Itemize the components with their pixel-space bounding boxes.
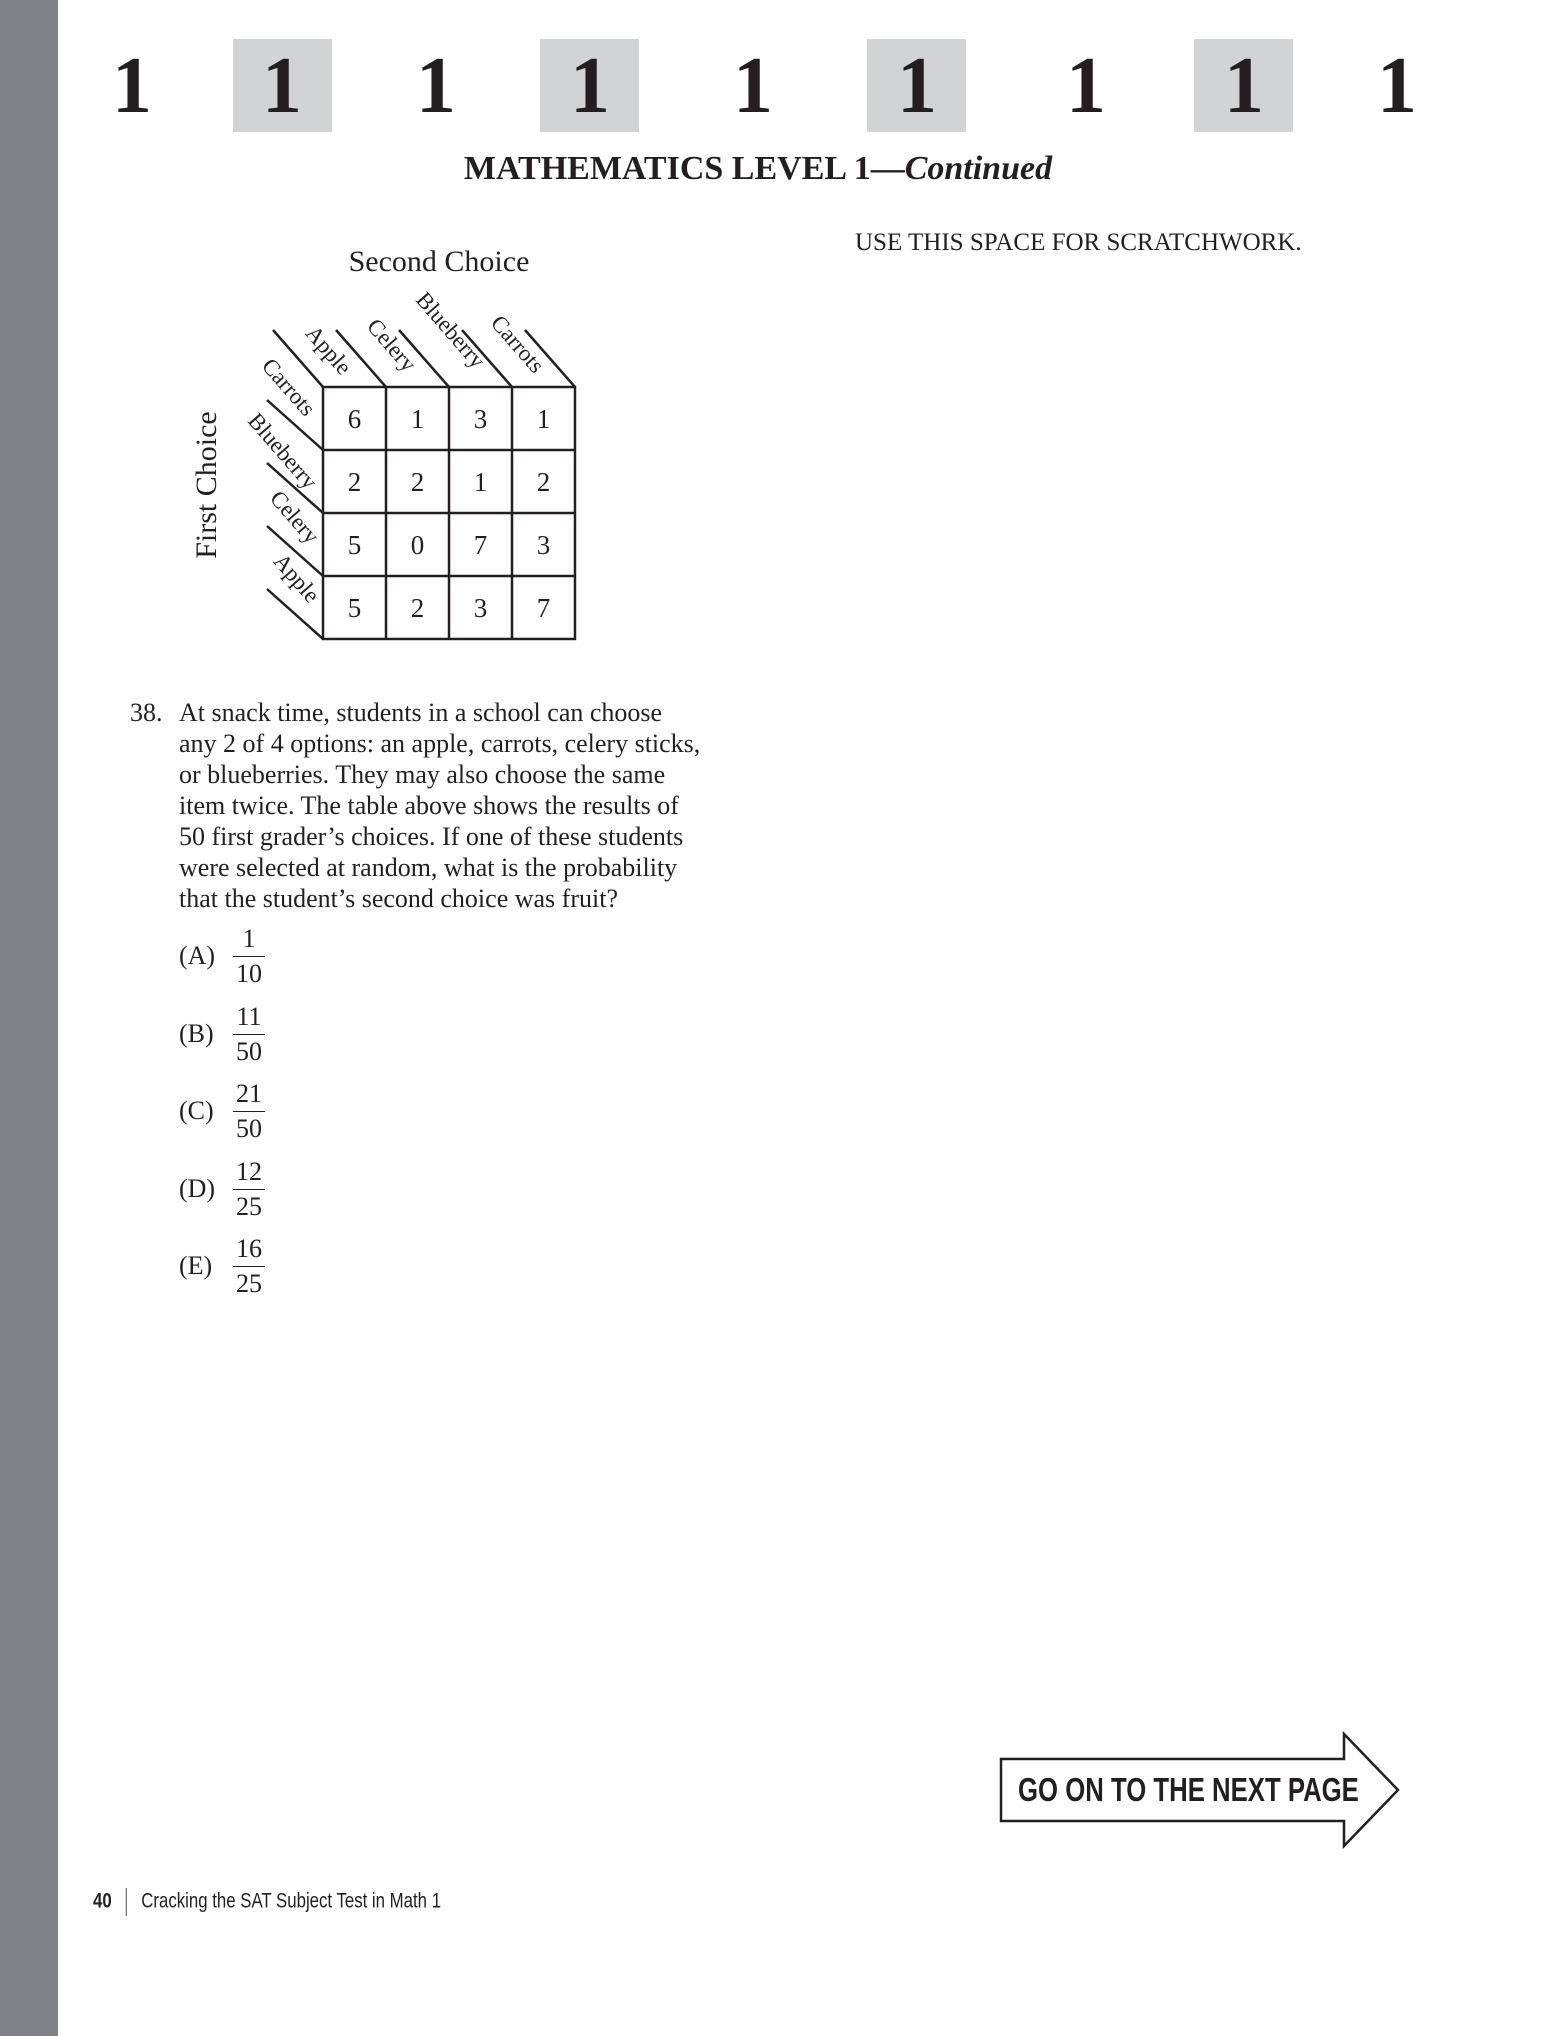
table-cell: 3 xyxy=(473,593,488,623)
footer xyxy=(93,1888,441,1916)
column-label: Apple xyxy=(300,320,357,380)
table-cell: 2 xyxy=(410,593,425,623)
choice-fraction xyxy=(233,1000,265,1069)
section-number: 1 xyxy=(897,42,937,130)
numerator: 1 xyxy=(233,922,265,957)
choice-label: (C) xyxy=(179,1096,214,1125)
choice-label: (A) xyxy=(179,941,216,970)
section-number: 1 xyxy=(416,42,456,130)
table-cell: 7 xyxy=(473,530,488,560)
section-number: 1 xyxy=(733,42,773,130)
scratchwork-note: USE THIS SPACE FOR SCRATCHWORK. xyxy=(855,229,1302,256)
choice-fraction xyxy=(233,1232,265,1301)
row-label: Carrots xyxy=(257,353,321,421)
question-text: At snack time, students in a school can choose any 2 of 4 options: an apple, carrots, celery sticks, or blueberries. They may also choose the same item twice. The table above shows the results of 50 first grader’s choices. If one of these students were selected at random, what is the probability that the student’s second choice was fruit? xyxy=(179,698,701,913)
column-label: Celery xyxy=(362,313,422,377)
choice-label: (E) xyxy=(179,1251,213,1280)
numerator: 11 xyxy=(233,1000,265,1035)
choice-fraction xyxy=(233,1155,265,1224)
denominator: 50 xyxy=(236,1036,262,1066)
question-number: 38. xyxy=(130,698,163,727)
section-number: 1 xyxy=(112,42,152,130)
choice-label: (B) xyxy=(179,1018,214,1048)
numerator: 16 xyxy=(233,1232,265,1267)
section-number: 1 xyxy=(1377,42,1417,130)
denominator: 10 xyxy=(236,959,262,988)
choice-table xyxy=(0,0,700,700)
table-cell: 2 xyxy=(347,467,362,497)
row-label: Celery xyxy=(265,485,325,549)
section-number: 1 xyxy=(262,42,302,130)
table-cell: 5 xyxy=(347,593,362,623)
table-cell: 1 xyxy=(536,404,551,434)
numerator: 12 xyxy=(233,1155,265,1190)
table-cell: 2 xyxy=(410,467,425,497)
table-cell: 2 xyxy=(536,467,551,497)
choice-fraction xyxy=(233,1077,265,1146)
row-header: First Choice xyxy=(190,411,223,559)
table-cell: 1 xyxy=(473,467,488,497)
title-main: MATHEMATICS LEVEL 1— xyxy=(463,150,905,187)
section-number: 1 xyxy=(1066,42,1106,130)
denominator: 25 xyxy=(236,1191,262,1221)
section-number: 1 xyxy=(570,42,610,130)
title-continued: Continued xyxy=(904,150,1053,187)
footer-divider xyxy=(126,1888,127,1916)
table-cell: 1 xyxy=(410,404,425,434)
column-label: Carrots xyxy=(486,310,550,378)
section-number: 1 xyxy=(1224,42,1264,130)
book-title: Cracking the SAT Subject Test in Math 1 xyxy=(141,1889,442,1913)
table-cell: 0 xyxy=(410,530,425,560)
choice-label: (D) xyxy=(179,1173,216,1203)
denominator: 50 xyxy=(236,1114,262,1143)
denominator: 25 xyxy=(236,1269,262,1298)
row-label: Blueberry xyxy=(243,408,323,494)
row-label: Apple xyxy=(268,548,325,608)
next-page-label: GO ON TO THE NEXT PAGE xyxy=(1018,1771,1359,1808)
page-number: 40 xyxy=(93,1889,112,1913)
column-label: Blueberry xyxy=(411,287,491,373)
table-cell: 3 xyxy=(536,530,551,560)
choice-fraction xyxy=(233,922,265,991)
column-header: Second Choice xyxy=(348,245,530,278)
numerator: 21 xyxy=(233,1077,265,1112)
table-cell: 7 xyxy=(536,593,551,623)
table-cell: 5 xyxy=(347,530,362,560)
table-cell: 3 xyxy=(473,404,488,434)
table-cell: 6 xyxy=(347,404,362,434)
